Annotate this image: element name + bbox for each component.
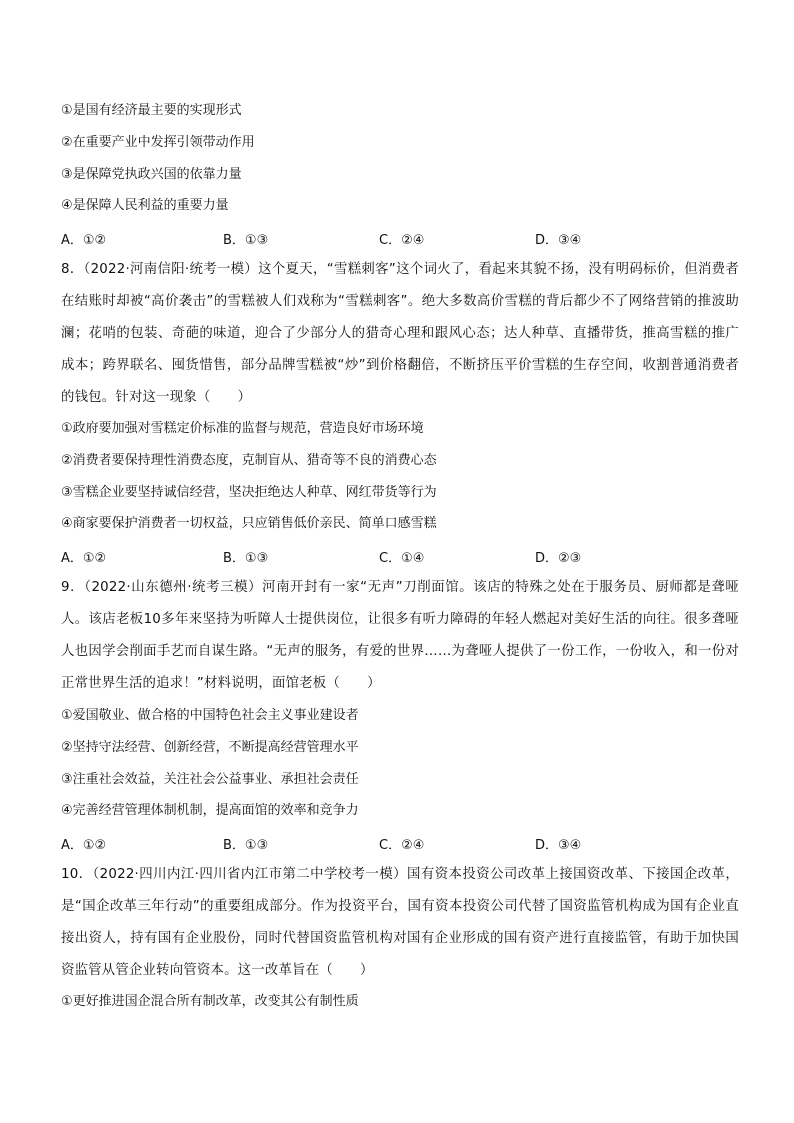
q7-option-c: C．②④ (379, 233, 425, 248)
q9-item-4: ④完善经营管理体制机制，提高面馆的效率和竞争力 (61, 803, 359, 818)
q7-option-b: B．①③ (223, 233, 269, 248)
q9-stem: 9．（2022·山东德州·统考三模）河南开封有一家“无声”刀削面馆。该店的特殊之处在于服务员、厨师都是聋哑人。该店老板10多年来坚持为听障人士提供岗位，让很多有听力障碍的年轻人燃起对美好生活的向往。很多聋哑人也因学会削面手艺而自谋生路。“无声的服务，有爱的世界……为聋哑人提供了一份工作，一份收入，和一份对正常世界生活的追求！”材料说明，面馆老板（ ） (61, 580, 739, 691)
q9-item-2: ②坚持守法经营、创新经营，不断提高经营管理水平 (61, 740, 359, 755)
q8-stem: 8．（2022·河南信阳·统考一模）这个夏天，“雪糕刺客”这个词火了，看起来其貌不扬，没有明码标价，但消费者在结账时却被“高价袭击”的雪糕被人们戏称为“雪糕刺客”。绝大多数高价雪糕的背后都少不了网络营销的推波助澜；花哨的包装、奇葩的味道，迎合了少部分人的猎奇心理和跟风心态；达人种草、直播带货，推高雪糕的推广成本；跨界联名、囤货惜售，部分品牌雪糕被“炒”到价格翻倍，不断挤压平价雪糕的生存空间，收割普通消费者的钱包。针对这一现象（ ） (61, 262, 739, 405)
q8-item-1: ①政府要加强对雪糕定价标准的监督与规范，营造良好市场环境 (61, 421, 424, 436)
q7-item-1: ①是国有经济最主要的实现形式 (61, 103, 242, 118)
q9-option-c: C．②④ (379, 838, 425, 853)
q7-item-2: ②在重要产业中发挥引领带动作用 (61, 135, 255, 150)
q9-options (61, 834, 741, 852)
q8-option-d: D．②③ (535, 551, 582, 566)
q9-item-1: ①爱国敬业、做合格的中国特色社会主义事业建设者 (61, 708, 359, 723)
q9-item-3: ③注重社会效益，关注社会公益事业、承担社会责任 (61, 772, 359, 787)
q10-item-1: ①更好推进国企混合所有制改革，改变其公有制性质 (61, 994, 359, 1009)
q9-option-b: B．①③ (223, 838, 269, 853)
q10-stem: 10．（2022·四川内江·四川省内江市第二中学校考一模）国有资本投资公司改革上接国资改革、下接国企改革，是“国企改革三年行动”的重要组成部分。作为投资平台，国有资本投资公司代替了国资监管机构成为国有企业直接出资人，持有国有企业股份，同时代替国资监管机构对国有企业形成的国有资产进行直接监管，有助于加快国资监管从管企业转向管资本。这一改革旨在（ ） (61, 867, 739, 978)
q8-option-a: A．①② (61, 551, 107, 566)
q9-option-a: A．①② (61, 838, 107, 853)
q7-item-3: ③是保障党执政兴国的依靠力量 (61, 167, 242, 182)
q7-option-d: D．③④ (535, 233, 582, 248)
q7-options (61, 229, 741, 247)
q8-item-4: ④商家要保护消费者一切权益，只应销售低价亲民、简单口感雪糕 (61, 516, 437, 531)
q8-option-b: B．①③ (223, 551, 269, 566)
q8-item-2: ②消费者要保持理性消费态度，克制盲从、猎奇等不良的消费心态 (61, 453, 437, 468)
q8-item-3: ③雪糕企业要坚持诚信经营，坚决拒绝达人种草、网红带货等行为 (61, 485, 437, 500)
q7-option-a: A．①② (61, 233, 107, 248)
q9-option-d: D．③④ (535, 838, 582, 853)
q8-option-c: C．①④ (379, 551, 425, 566)
q8-options (61, 547, 741, 565)
q7-item-4: ④是保障人民利益的重要力量 (61, 198, 229, 213)
